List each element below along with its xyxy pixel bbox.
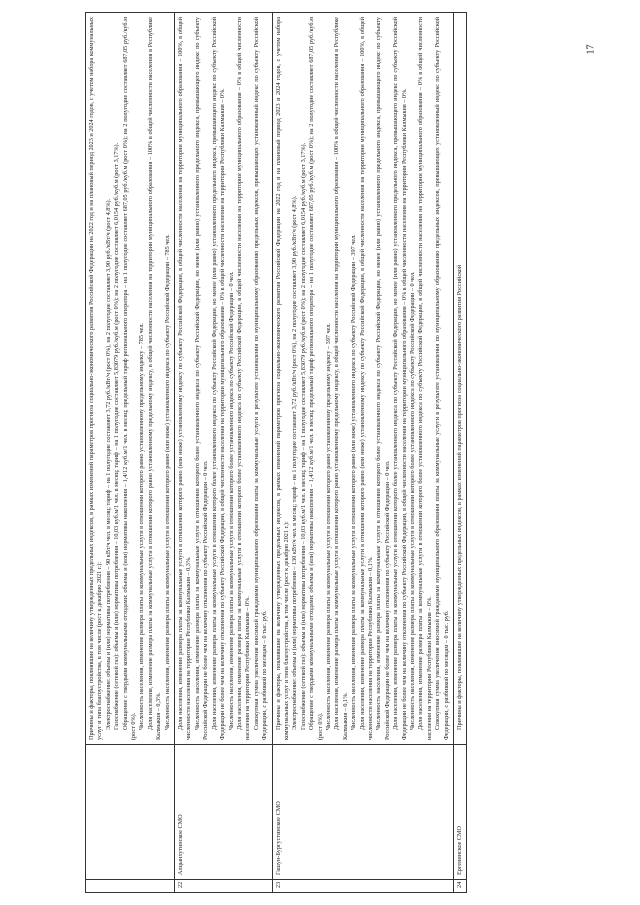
municipality-name: Алцынхутинское СМО — [175, 745, 272, 880]
paragraph: Причины и факторы, повлиявшие на величину утвержденных предельных индексов, в рамках изменений параметров прогноза социально-экономического развития Российской Федерации на 2022 год и на плановый период 2023 и 2024 годов, с учетом набора коммунальных услуг и типа благоустройства, в том числе (рост к декабрю 2021 г.): — [88, 17, 104, 740]
paragraph: Газоснабжение (сетевой газ): объемы и (или) нормативы потребления – 10,03 куб.м/1 чел. в месяц; тариф – на 1 полугодие составляет 5,83079 руб./куб.м (рост 0%); на 2 полугодие составляет 6,0154 руб./куб.м (рост 3,17%). — [299, 142, 307, 730]
description-cell — [86, 13, 175, 745]
paragraph: Причины и факторы, повлиявшие на величину утвержденных предельных индексов, в рамках изменений параметров прогноза социально-экономического развития Российской Федерации на 2022 год и на плановый период 2023 и 2024 годов, с учетом набора коммунальных услуг и типа благоустройства, в том числе (рост к декабрю 2021 г.): — [274, 17, 290, 740]
paragraph: Совокупная сумма увеличения вносимой гражданами муниципального образования платы за коммунальные услуги в результате установления по муниципальному образованию предельных индексов, превышающих установленный индекс по субъекту Российской Федерации, с разбивкой по месяцам – 0 тыс. руб. — [252, 17, 269, 740]
paragraph: Численность населения, изменение размера платы за коммунальные услуги в отношении которого более установленного индекса по субъекту Российской Федерации, но менее (или равно) установленного предельного индекса, превышающего индекс по субъекту Российской Федерации не более чем на величину отклонения по субъекту Российской Федерации – 0 чел. — [193, 17, 210, 740]
paragraph: Обращение с твердыми коммунальными отходами: объемы и (или) нормативы накопления – 1,4/12 куб.м/1 чел. в месяц; предельный тариф регионального оператора – на 1 полугодие составляет 687,05 руб./куб.м (рост 0%); на 2 полугодие составляет 687,05 руб./куб.м (рост 0%). — [121, 17, 138, 740]
row-number — [86, 880, 175, 893]
municipality-name: Гашун-Бургустинское СМО — [272, 745, 454, 880]
row-number: 24 — [454, 880, 467, 893]
paragraph: Причины и факторы, повлиявшие на величину утвержденных предельных индексов, в рамках изменений параметров прогноза социально-экономического развития Российской — [456, 264, 464, 730]
table-row — [175, 13, 272, 893]
paragraph: Обращение с твердыми коммунальными отходами: объемы и (или) нормативы накопления – 1,4/12 куб.м/1 чел. в месяц; предельный тариф регионального оператора – на 1 полугодие составляет 687,05 руб./куб.м (рост 0%); на 2 полугодие составляет 687,05 руб./куб.м (рост 0%). — [308, 17, 324, 740]
municipality-name — [86, 745, 175, 880]
description-cell — [454, 13, 467, 745]
paragraph: Доля населения, изменение размера платы за коммунальные услуги в отношении которого более установленного индекса по субъекту Российской Федерации, но менее (или равно) установленного предельного индекса, превышающего индекс по субъекту Российской Федерации не более чем на величину отклонения по субъекту Российской Федерации, в общей численности населения на территории муниципального образования – 0% в общей численности населения на территории Республики Калмыкия – 0%. — [210, 17, 227, 740]
paragraph: Совокупная сумма увеличения вносимой гражданами муниципального образования платы за коммунальные услуги в результате установления по муниципальному образованию предельных индексов, превышающих установленный индекс по субъекту Российской Федерации, с разбивкой по месяцам – 0 тыс. руб. — [434, 17, 450, 740]
paragraph: Численность населения, изменение размера платы за коммунальные услуги в отношении которого более установленного индекса по субъекту Российской Федерации, но менее (или равно) установленного предельного индекса, превышающего индекс по субъекту Российской Федерации не более чем на величину отклонения по субъекту Российской Федерации – 0 чел. — [375, 17, 391, 740]
description-cell — [175, 13, 272, 745]
row-number: 23 — [272, 880, 454, 893]
table-row — [272, 13, 454, 893]
paragraph: Численность населения, изменение размера платы за коммунальные услуги в отношении которого более установленного индекса по субъекту Российской Федерации – 0 чел. — [227, 271, 235, 730]
paragraph: Доля населения, изменение размера платы за коммунальные услуги в отношении которого более установленного индекса по субъекту Российской Федерации, но менее (или равно) установленного предельного индекса, превышающего индекс по субъекту Российской Федерации не более чем на величину отклонения по субъекту Российской Федерации, в общей численности населения на территории муниципального образования – 0% в общей численности населения на территории Республики Калмыкия – 0%. — [392, 17, 408, 740]
paragraph: Доля населения, изменение размера платы за коммунальные услуги в отношении которого равно (или ниже) установленному индексу по субъекту Российской Федерации, в общей численности населения на территории муниципального образования – 100%, в общей численности населения на территории Республики Калмыкия – 0,3%. — [177, 17, 193, 740]
tariff-table — [85, 12, 467, 893]
paragraph: Доля населения, изменение размера платы за коммунальные услуги в отношении которого равно (или ниже) установленному индексу по субъекту Российской Федерации, в общей численности населения на территории муниципального образования – 100%, в общей численности населения на территории Республики Калмыкия – 0,1%. — [358, 17, 374, 740]
page-number: 17 — [585, 44, 597, 55]
paragraph: Численность населения, изменение размера платы за коммунальные услуги в отношении которого более установленного индекса по субъекту Российской Федерации – 0 чел. — [409, 271, 417, 730]
paragraph: Численность населения, изменение размера платы за коммунальные услуги в отношении которого равно установленному предельному индексу – 785 чел. — [138, 323, 146, 730]
municipality-name: Ергенинское СМО — [454, 745, 467, 880]
paragraph: Доля населения, изменение размера платы за коммунальные услуги в отношении которого равно установленному предельному индексу, в общей численности населения на территории муниципального образования – 100% в общей численности населения в Республике Калмыкия – 0,3%. — [146, 17, 163, 740]
paragraph: Электроснабжение: объемы и (или) нормативы потребления – 130 кВт/ч чел. в месяц; тариф – на 1 полугодие составляет 3,72 руб./кВт/ч (рост 0%), на 2 полугодие составляет 3,90 руб./кВт/ч (рост 4,8%). — [291, 195, 299, 730]
paragraph: Численность населения, изменение размера платы за коммунальные услуги в отношении которого равно (или ниже) установленного индекса по субъекту Российской Федерации – 785 чел. — [163, 234, 171, 730]
paragraph: Газоснабжение (сетевой газ): объемы и (или) нормативы потребления – 10,03 куб.м/1 чел. в месяц; тариф – на 1 полугодие составляет 5,83079 руб./куб.м (рост 0%); на 2 полугодие составляет 6,0154 руб./куб.м (рост 3,17%). — [113, 142, 121, 730]
table-body — [86, 13, 467, 893]
description-cell — [272, 13, 454, 745]
paragraph: Доля населения, изменение размера платы за коммунальные услуги в отношении которого равно установленному предельному индексу, в общей численности населения на территории муниципального образования – 100% в общей численности населения в Республике Калмыкия – 0,1%. — [333, 17, 349, 740]
paragraph: Численность населения, изменение размера платы за коммунальные услуги в отношении которого равно установленному предельному индексу – 397 чел. — [324, 323, 332, 730]
paragraph: Доля населения, изменение размера платы за коммунальные услуги в отношении которого более установленного индекса по субъекту Российской Федерации, в общей численности населения на территории муниципального образования – 0% в общей численности населения на территории Республики Калмыкия – 0%. — [235, 17, 252, 740]
row-number: 22 — [175, 880, 272, 893]
rotated-table-wrapper — [85, 13, 585, 893]
paragraph: Доля населения, изменение размера платы за коммунальные услуги в отношении которого более установленного индекса по субъекту Российской Федерации, в общей численности населения на территории муниципального образования – 0% в общей численности населения на территории Республики Калмыкия – 0%. — [417, 17, 433, 740]
table-row — [86, 13, 175, 893]
table-row — [454, 13, 467, 893]
paragraph: Электроснабжение: объемы и (или) нормативы потребления – 90 кВт/ч чел. в месяц; тариф – на 1 полугодие составляет 3,72 руб./кВт/ч (рост 0%), на 2 полугодие составляет 3,90 руб./кВт/ч (рост 4,8%). — [104, 198, 112, 730]
paragraph: Численность населения, изменение размера платы за коммунальные услуги в отношении которого равно (или ниже) установленного индекса по субъекту Российской Федерации – 397 чел. — [350, 234, 358, 730]
